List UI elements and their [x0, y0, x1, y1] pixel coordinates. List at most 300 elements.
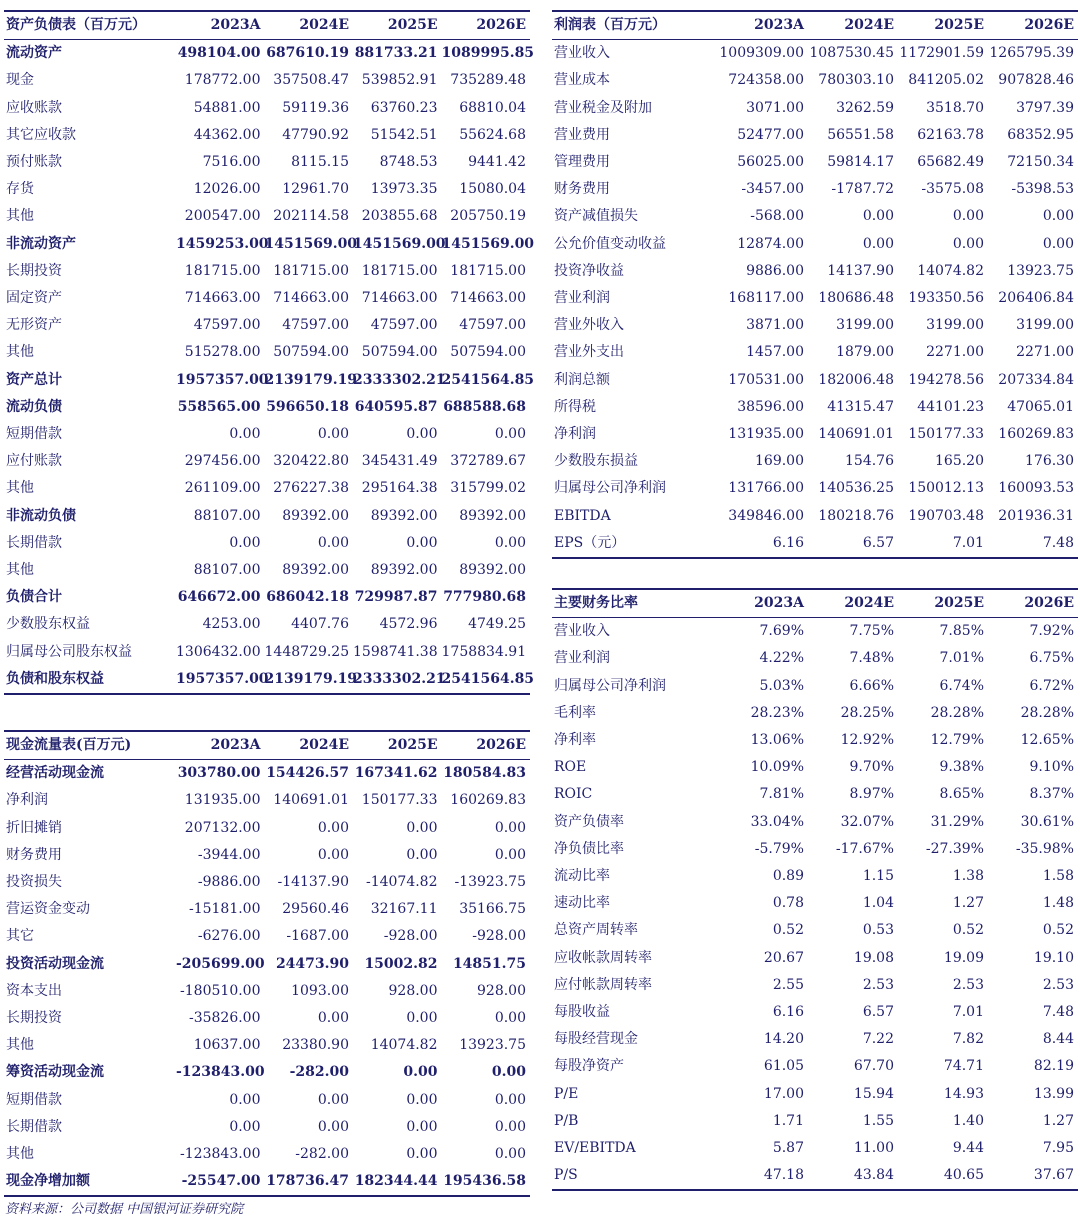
cell-value: 160269.83 [998, 426, 1074, 443]
table-row [4, 258, 530, 285]
cell-value: 1451569.00 [441, 235, 535, 252]
row-label: 无形资产 [6, 317, 62, 334]
cell-value: 47.18 [763, 1167, 804, 1184]
row-label: 财务费用 [554, 181, 610, 198]
row-label: 营业税金及附加 [554, 99, 652, 116]
cell-value: 150177.33 [908, 426, 984, 443]
cell-value: 1093.00 [291, 982, 349, 999]
cell-value: 40.65 [943, 1167, 984, 1184]
cell-value: 195436.58 [443, 1173, 526, 1190]
cell-value: 2333302.21 [353, 670, 446, 687]
row-label: 少数股东权益 [6, 616, 90, 633]
cell-value: 5.87 [772, 1140, 804, 1157]
cell-value: 88107.00 [193, 507, 261, 524]
cell-value: 44362.00 [193, 126, 261, 143]
cell-value: 28.23% [750, 704, 804, 721]
row-label: 净负债比率 [554, 840, 624, 857]
table-row [552, 836, 1078, 863]
cell-value: 0.00 [403, 1064, 438, 1081]
table-title: 利润表（百万元） [554, 17, 666, 33]
row-label: 经营活动现金流 [6, 765, 104, 782]
cell-value: 2541564.85 [441, 670, 535, 687]
cell-value: 140691.01 [818, 426, 894, 443]
row-label: 长期投资 [6, 1010, 62, 1027]
table-row [552, 618, 1078, 646]
table-row [4, 339, 530, 366]
cell-value: -123843.00 [180, 1146, 261, 1163]
cell-value: 65682.49 [917, 154, 984, 171]
row-label: 净利率 [554, 732, 596, 749]
cell-value: 539852.91 [361, 72, 438, 89]
row-label: 营业收入 [554, 623, 610, 640]
cell-value: -1687.00 [286, 928, 349, 945]
table-row [552, 530, 1078, 558]
row-label: 净利润 [554, 426, 596, 443]
cell-value: 165.20 [935, 453, 984, 470]
cell-value: 0.00 [1042, 235, 1074, 252]
table-row [4, 1168, 530, 1196]
cell-value: 13973.35 [370, 181, 438, 198]
row-label: ROE [554, 759, 587, 776]
cell-value: 47597.00 [459, 317, 526, 334]
cell-value: 3518.70 [926, 99, 984, 116]
row-label: 营业收入 [554, 45, 610, 62]
cell-value: 8748.53 [379, 154, 438, 171]
row-label: EPS（元） [554, 534, 626, 551]
financial-ratios-panel [552, 588, 1078, 1191]
year-header: 2025E [934, 17, 984, 33]
table-row [552, 917, 1078, 944]
cell-value: 3262.59 [836, 99, 894, 116]
cell-value: -282.00 [289, 1064, 349, 1081]
cell-value: 8.97% [849, 786, 894, 803]
cell-value: 1.40 [952, 1112, 984, 1129]
table-row [4, 367, 530, 394]
cell-value: 7.92% [1029, 623, 1074, 640]
cell-value: 160269.83 [450, 792, 526, 809]
cell-value: 1172901.59 [899, 45, 984, 62]
cell-value: 193350.56 [908, 290, 984, 307]
row-label: 非流动负债 [6, 507, 76, 524]
cell-value: 0.52 [772, 922, 804, 939]
table-row [4, 285, 530, 312]
cell-value: 303780.00 [177, 765, 261, 782]
cell-value: 6.57 [862, 1004, 894, 1021]
year-header: 2026E [1024, 17, 1074, 33]
cell-value: 28.25% [840, 704, 894, 721]
table-row [552, 176, 1078, 203]
cell-value: 3871.00 [746, 317, 804, 334]
cell-value: 928.00 [477, 982, 526, 999]
cell-value: 14851.75 [452, 955, 526, 972]
cell-value: 7.01 [952, 1004, 984, 1021]
cell-value: 9.70% [849, 759, 894, 776]
cell-value: 1.04 [862, 895, 894, 912]
cell-value: 205750.19 [450, 208, 526, 225]
cell-value: 178736.47 [266, 1173, 349, 1190]
table-row [552, 645, 1078, 672]
cell-value: 89392.00 [459, 507, 526, 524]
cell-value: 12.92% [840, 732, 894, 749]
cell-value: 0.00 [494, 534, 526, 551]
cell-value: 38596.00 [737, 398, 804, 415]
table-row [4, 978, 530, 1005]
row-label: 应付帐款周转率 [554, 976, 652, 993]
cell-value: 31.29% [930, 813, 984, 830]
table-row [552, 890, 1078, 917]
row-label: 其他 [6, 1146, 34, 1163]
table-row [552, 40, 1078, 68]
cell-value: -15181.00 [188, 901, 261, 918]
table-row [4, 639, 530, 666]
cell-value: 686042.18 [266, 589, 349, 606]
cell-value: 55624.68 [459, 126, 526, 143]
cell-value: 180218.76 [818, 507, 894, 524]
cell-value: 8115.15 [291, 154, 349, 171]
row-label: EV/EBITDA [554, 1140, 636, 1157]
cash-flow-table [4, 730, 530, 1197]
cell-value: 1758834.91 [441, 643, 527, 660]
cell-value: -123843.00 [176, 1064, 265, 1081]
cell-value: 0.78 [772, 895, 804, 912]
cell-value: 1089995.85 [441, 45, 535, 62]
cell-value: 47065.01 [1007, 398, 1074, 415]
row-label: 资本支出 [6, 982, 62, 999]
cell-value: 777980.68 [443, 589, 526, 606]
cell-value: 23380.90 [282, 1037, 349, 1054]
table-row [552, 421, 1078, 448]
table-header [4, 731, 530, 760]
cell-value: 646672.00 [177, 589, 261, 606]
cell-value: 1.58 [1042, 868, 1074, 885]
cell-value: 3071.00 [746, 99, 804, 116]
cell-value: 7.75% [849, 623, 894, 640]
cell-value: 735289.48 [450, 72, 526, 89]
table-row [4, 557, 530, 584]
cell-value: 687610.19 [266, 45, 349, 62]
cell-value: 8.44 [1042, 1031, 1074, 1048]
row-label: 资产总计 [6, 371, 62, 388]
cell-value: 724358.00 [728, 72, 804, 89]
cell-value: -14074.82 [365, 874, 438, 891]
cell-value: 61.05 [763, 1058, 804, 1075]
row-label: 投资损失 [6, 874, 62, 891]
table-row [552, 258, 1078, 285]
cell-value: 5.03% [759, 677, 804, 694]
cell-value: 345431.49 [361, 453, 438, 470]
cell-value: 0.00 [317, 426, 349, 443]
year-header: 2023A [754, 17, 804, 33]
table-row [552, 475, 1078, 502]
cell-value: 0.52 [952, 922, 984, 939]
row-label: P/S [554, 1167, 578, 1184]
table-row [4, 1114, 530, 1141]
cell-value: 0.00 [491, 1064, 526, 1081]
cell-value: 182006.48 [818, 371, 894, 388]
table-row [4, 1059, 530, 1086]
balance-sheet-table [4, 10, 535, 695]
row-label: 应收帐款周转率 [554, 949, 652, 966]
cell-value: 4253.00 [202, 616, 261, 633]
row-label: 长期借款 [6, 534, 62, 551]
cell-value: 1957357.00 [176, 670, 269, 687]
cell-value: 8.65% [939, 786, 984, 803]
cell-value: 47597.00 [370, 317, 438, 334]
cell-value: 0.00 [494, 1010, 526, 1027]
cell-value: 12026.00 [193, 181, 261, 198]
cell-value: 1448729.25 [264, 643, 350, 660]
table-row [4, 312, 530, 339]
cell-value: 51542.51 [370, 126, 438, 143]
table-row [552, 285, 1078, 312]
row-label: P/E [554, 1085, 579, 1102]
cell-value: 19.09 [943, 949, 984, 966]
table-header [4, 11, 530, 40]
cell-value: -3575.08 [921, 181, 984, 198]
cell-value: 14.93 [943, 1085, 984, 1102]
cell-value: 688588.68 [443, 398, 526, 415]
cell-value: 1009309.00 [719, 45, 804, 62]
cell-value: 1.55 [862, 1112, 894, 1129]
cell-value: 507594.00 [273, 344, 349, 361]
cell-value: 841205.02 [908, 72, 984, 89]
cell-value: -35.98% [1015, 840, 1074, 857]
row-label: P/B [554, 1112, 579, 1129]
table-row [4, 95, 530, 122]
row-label: 每股净资产 [554, 1058, 624, 1075]
cell-value: 780303.10 [818, 72, 894, 89]
cell-value: -205699.00 [176, 955, 265, 972]
row-label: 营业外支出 [554, 344, 624, 361]
cell-value: 35166.75 [459, 901, 526, 918]
row-label: 管理费用 [554, 154, 610, 171]
row-label: 其他 [6, 562, 34, 579]
cell-value: 154426.57 [266, 765, 349, 782]
row-label: 归属母公司净利润 [554, 677, 666, 694]
cell-value: 89392.00 [459, 562, 526, 579]
cell-value: 7.48 [1042, 1004, 1074, 1021]
row-label: 所得税 [554, 398, 596, 415]
cell-value: 7.48 [1042, 534, 1074, 551]
table-row [4, 760, 530, 788]
cell-value: 37.67 [1033, 1167, 1074, 1184]
cell-value: 56025.00 [737, 154, 804, 171]
cell-value: 89392.00 [282, 562, 349, 579]
cell-value: 0.00 [406, 426, 438, 443]
cell-value: 15002.82 [364, 955, 438, 972]
table-row [552, 1026, 1078, 1053]
cell-value: 67.70 [853, 1058, 894, 1075]
table-row [4, 421, 530, 448]
row-label: 长期投资 [6, 262, 62, 279]
cell-value: 7.82 [952, 1031, 984, 1048]
cell-value: -5398.53 [1011, 181, 1074, 198]
row-label: 预付账款 [6, 154, 62, 171]
cell-value: 0.00 [406, 1146, 438, 1163]
table-row [552, 231, 1078, 258]
cell-value: 357508.47 [273, 72, 349, 89]
row-label: 流动比率 [554, 868, 610, 885]
cell-value: 14074.82 [370, 1037, 438, 1054]
row-label: 其它 [6, 928, 34, 945]
cell-value: 881733.21 [354, 45, 438, 62]
cell-value: 9.38% [939, 759, 984, 776]
row-label: 其他 [6, 344, 34, 361]
cell-value: 507594.00 [450, 344, 526, 361]
cell-value: 3199.00 [926, 317, 984, 334]
cell-value: 0.00 [229, 426, 261, 443]
table-row [4, 448, 530, 475]
table-row [552, 1081, 1078, 1108]
cell-value: 194278.56 [908, 371, 984, 388]
cell-value: 1598741.38 [353, 643, 438, 660]
cell-value: 203855.68 [361, 208, 438, 225]
cell-value: 1265795.39 [989, 45, 1074, 62]
cell-value: 1.27 [952, 895, 984, 912]
cell-value: 1.15 [862, 868, 894, 885]
row-label: 公允价值变动收益 [554, 235, 666, 252]
year-header: 2023A [210, 737, 261, 753]
cell-value: -27.39% [925, 840, 984, 857]
cell-value: 19.08 [853, 949, 894, 966]
cell-value: 714663.00 [361, 290, 438, 307]
cell-value: 320422.80 [273, 453, 349, 470]
table-row [4, 40, 530, 68]
cell-value: 88107.00 [193, 562, 261, 579]
cell-value: -6276.00 [197, 928, 261, 945]
cell-value: 28.28% [1020, 704, 1074, 721]
cell-value: 0.00 [494, 426, 526, 443]
cell-value: 349846.00 [728, 507, 804, 524]
cell-value: 1459253.00 [176, 235, 269, 252]
cell-value: 47790.92 [282, 126, 349, 143]
table-row [4, 475, 530, 502]
cell-value: 498104.00 [177, 45, 261, 62]
table-row [552, 394, 1078, 421]
cell-value: 52477.00 [737, 126, 804, 143]
row-label: 营业成本 [554, 72, 610, 89]
cell-value: 315799.02 [450, 480, 526, 497]
table-row [552, 754, 1078, 781]
cell-value: 44101.23 [917, 398, 984, 415]
table-title: 主要财务比率 [554, 595, 638, 611]
cell-value: 89392.00 [370, 562, 438, 579]
table-row [4, 584, 530, 611]
cell-value: 181715.00 [184, 262, 261, 279]
row-label: 总资产周转率 [554, 922, 638, 939]
cell-value: 7.01 [952, 534, 984, 551]
cell-value: 2333302.21 [353, 371, 446, 388]
cell-value: -3944.00 [197, 846, 261, 863]
cell-value: 2.55 [772, 976, 804, 993]
row-label: 利润总额 [554, 371, 610, 388]
cell-value: 20.67 [763, 949, 804, 966]
cell-value: 0.00 [494, 1091, 526, 1108]
cell-value: 9.44 [952, 1140, 984, 1157]
year-header: 2026E [1024, 595, 1074, 611]
cell-value: 12.65% [1020, 732, 1074, 749]
row-label: 短期借款 [6, 426, 62, 443]
cell-value: 0.00 [494, 1118, 526, 1135]
row-label: 现金 [6, 72, 34, 89]
table-row [4, 503, 530, 530]
table-row [552, 1135, 1078, 1162]
cell-value: 515278.00 [184, 344, 261, 361]
cell-value: 12961.70 [282, 181, 349, 198]
row-label: 筹资活动现金流 [6, 1064, 104, 1081]
cell-value: 9886.00 [746, 262, 804, 279]
table-row [552, 1108, 1078, 1135]
table-row [4, 1005, 530, 1032]
cell-value: 596650.18 [266, 398, 349, 415]
cell-value: 3199.00 [836, 317, 894, 334]
cell-value: 6.74% [939, 677, 984, 694]
cell-value: 6.16 [772, 1004, 804, 1021]
cell-value: -928.00 [383, 928, 438, 945]
row-label: 其他 [6, 1037, 34, 1054]
cell-value: 89392.00 [370, 507, 438, 524]
cell-value: 1957357.00 [176, 371, 269, 388]
cell-value: 0.00 [317, 1118, 349, 1135]
cell-value: 907828.46 [998, 72, 1074, 89]
cell-value: 178772.00 [184, 72, 261, 89]
table-row [552, 809, 1078, 836]
table-row [552, 673, 1078, 700]
cell-value: 6.57 [862, 534, 894, 551]
cell-value: 170531.00 [728, 371, 804, 388]
cell-value: 4572.96 [379, 616, 438, 633]
cell-value: 140536.25 [818, 480, 894, 497]
table-row [4, 394, 530, 421]
cell-value: 82.19 [1033, 1058, 1074, 1075]
cell-value: 207334.84 [998, 371, 1074, 388]
cell-value: 150012.13 [908, 480, 984, 497]
cell-value: 4.22% [759, 650, 804, 667]
cell-value: 30.61% [1020, 813, 1074, 830]
cell-value: 3199.00 [1016, 317, 1074, 334]
cell-value: 7.81% [759, 786, 804, 803]
cell-value: 261109.00 [184, 480, 261, 497]
cell-value: 47597.00 [193, 317, 261, 334]
table-row [4, 951, 530, 978]
cell-value: 729987.87 [354, 589, 438, 606]
row-label: 少数股东损益 [554, 453, 638, 470]
table-row [4, 1032, 530, 1059]
cell-value: 7.95 [1042, 1140, 1074, 1157]
cell-value: -5.79% [754, 840, 804, 857]
cell-value: 558565.00 [177, 398, 261, 415]
cell-value: 12.79% [930, 732, 984, 749]
row-label: 营运资金变动 [6, 901, 90, 918]
income-statement-panel [552, 10, 1078, 559]
cell-value: 295164.38 [361, 480, 438, 497]
cell-value: 13.99 [1033, 1085, 1074, 1102]
cell-value: 6.75% [1029, 650, 1074, 667]
table-row [552, 448, 1078, 475]
row-label: 短期借款 [6, 1091, 62, 1108]
cell-value: 181715.00 [273, 262, 349, 279]
cell-value: 72150.34 [1007, 154, 1074, 171]
year-header: 2025E [934, 595, 984, 611]
table-row [4, 1141, 530, 1168]
cell-value: -14137.90 [277, 874, 349, 891]
row-label: 投资活动现金流 [6, 955, 104, 972]
row-label: 流动负债 [6, 398, 62, 415]
table-row [552, 781, 1078, 808]
cell-value: 0.00 [317, 819, 349, 836]
cell-value: 1.48 [1042, 895, 1074, 912]
cell-value: -180510.00 [180, 982, 261, 999]
